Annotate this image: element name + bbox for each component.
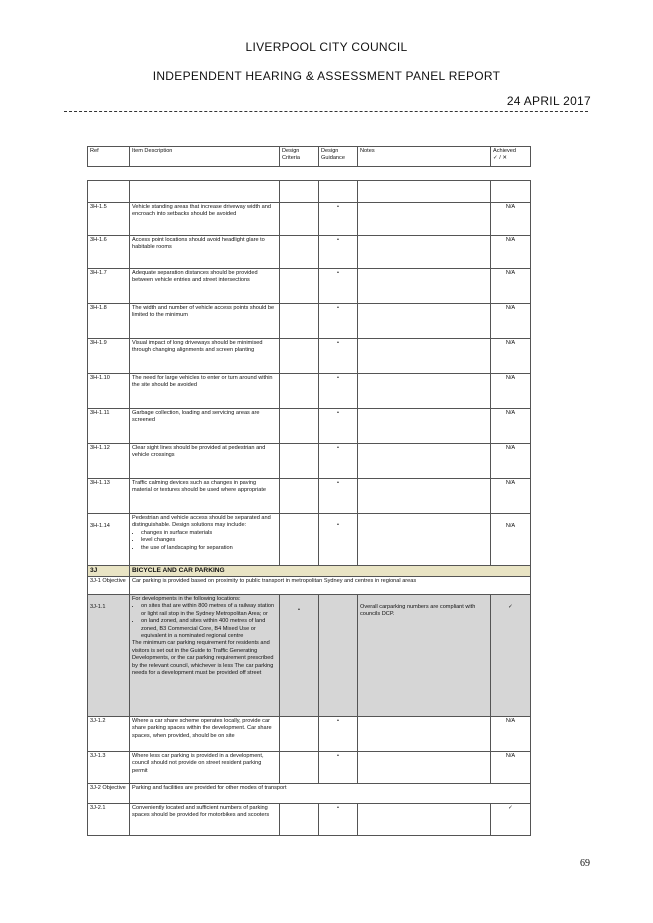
row-achieved: N/A <box>491 752 531 784</box>
table-row <box>88 804 531 836</box>
row-description: The need for large vehicles to enter or turn around within the site should be avoided <box>130 374 280 409</box>
row-design-guidance: • <box>319 203 358 236</box>
row-achieved: N/A <box>491 409 531 444</box>
report-title: INDEPENDENT HEARING & ASSESSMENT PANEL REPORT <box>152 69 501 83</box>
row-ref: 3H-1.6 <box>88 236 130 269</box>
row-achieved: N/A <box>491 203 531 236</box>
row-description-intro: For developments in the following locations: <box>132 596 241 602</box>
row-design-guidance: • <box>319 339 358 374</box>
row-description <box>130 595 280 717</box>
council-title: LIVERPOOL CITY COUNCIL <box>245 40 408 54</box>
table-row <box>88 717 531 752</box>
table-row <box>88 374 531 409</box>
table-row <box>88 444 531 479</box>
header-notes: Notes <box>358 147 491 167</box>
row-design-criteria <box>280 374 319 409</box>
achieved-label: Achieved <box>493 148 517 154</box>
row-design-guidance: • <box>319 804 358 836</box>
row-notes <box>358 409 491 444</box>
row-achieved: N/A <box>491 514 531 566</box>
table-row <box>88 514 531 566</box>
list-item: • the use of landscaping for separation <box>141 545 277 552</box>
list-item: • on land zoned, and sites within 400 metres of land zoned, B3 Commercial Core, B4 Mixed Use or equivalent in a nominated regional centre <box>141 618 277 640</box>
row-achieved: N/A <box>491 304 531 339</box>
row-design-criteria <box>280 752 319 784</box>
header-achieved <box>491 147 531 167</box>
section-row <box>88 566 531 577</box>
row-achieved: N/A <box>491 339 531 374</box>
objective-ref: 3J-2 Objective <box>88 784 130 804</box>
row-description: Where a car share scheme operates locally, provide car share parking spaces within the development. Car share spaces, when provided, should be on site <box>130 717 280 752</box>
table-row <box>88 479 531 514</box>
row-design-guidance: • <box>319 717 358 752</box>
page-number: 69 <box>580 858 590 869</box>
row-notes <box>358 514 491 566</box>
section-ref: 3J <box>88 566 130 577</box>
table-row <box>88 595 531 717</box>
row-notes <box>358 479 491 514</box>
row-description-body: The minimum car parking requirement for residents and visitors is set out in the Guide to Traffic Generating Developments, or the car parking requirement prescribed by the relevant council, whichever is less The car parking needs for a development must be provided off street <box>132 640 274 677</box>
row-notes <box>358 304 491 339</box>
list-item: • level changes <box>141 537 277 544</box>
row-design-criteria <box>280 339 319 374</box>
row-description-intro: Pedestrian and vehicle access should be separated and distinguishable. Design solutions may include: <box>132 515 271 529</box>
row-ref: 3H-1.13 <box>88 479 130 514</box>
row-ref: 3H-1.7 <box>88 269 130 304</box>
row-design-criteria <box>280 717 319 752</box>
table-header-row <box>88 147 531 167</box>
row-notes <box>358 203 491 236</box>
row-description <box>130 514 280 566</box>
objective-row <box>88 784 531 804</box>
row-description: Garbage collection, loading and servicing areas are screened <box>130 409 280 444</box>
row-design-criteria <box>280 514 319 566</box>
row-design-guidance: • <box>319 444 358 479</box>
table-row <box>88 339 531 374</box>
row-design-criteria <box>280 203 319 236</box>
row-ref: 3H-1.11 <box>88 409 130 444</box>
table-spacer-row <box>88 167 531 181</box>
row-design-criteria <box>280 236 319 269</box>
header-ref: Ref <box>88 147 130 167</box>
objective-text: Car parking is provided based on proximity to public transport in metropolitan Sydney and centres in regional areas <box>130 577 531 595</box>
row-description: Conveniently located and sufficient numbers of parking spaces should be provided for motorbikes and scooters <box>130 804 280 836</box>
objective-row <box>88 577 531 595</box>
row-design-criteria <box>280 269 319 304</box>
row-description: Adequate separation distances should be provided between vehicle entries and street intersections <box>130 269 280 304</box>
row-design-guidance: • <box>319 514 358 566</box>
row-achieved: N/A <box>491 444 531 479</box>
table-row <box>88 409 531 444</box>
row-ref: 3H-1.10 <box>88 374 130 409</box>
list-item: • changes in surface materials <box>141 530 277 537</box>
row-achieved: N/A <box>491 479 531 514</box>
table-row <box>88 304 531 339</box>
header-divider <box>64 111 588 112</box>
table-blank-row <box>88 181 531 203</box>
row-achieved: ✓ <box>491 804 531 836</box>
row-design-guidance: • <box>319 304 358 339</box>
row-description: Visual impact of long driveways should be minimised through changing alignments and screen planting <box>130 339 280 374</box>
row-design-guidance: • <box>319 752 358 784</box>
compliance-table <box>87 146 531 836</box>
row-description: Vehicle standing areas that increase driveway width and encroach into setbacks should be avoided <box>130 203 280 236</box>
row-achieved: N/A <box>491 374 531 409</box>
objective-ref: 3J-1 Objective <box>88 577 130 595</box>
row-ref: 3H-1.12 <box>88 444 130 479</box>
row-design-guidance: • <box>319 269 358 304</box>
row-design-guidance: • <box>319 236 358 269</box>
row-notes <box>358 374 491 409</box>
row-description: The width and number of vehicle access points should be limited to the minimum <box>130 304 280 339</box>
header-design-criteria: Design Criteria <box>280 147 319 167</box>
row-notes <box>358 717 491 752</box>
row-design-guidance: • <box>319 479 358 514</box>
row-design-guidance: • <box>319 409 358 444</box>
table-row <box>88 752 531 784</box>
row-ref: 3H-1.5 <box>88 203 130 236</box>
row-notes <box>358 339 491 374</box>
row-ref: 3H-1.8 <box>88 304 130 339</box>
row-design-criteria <box>280 804 319 836</box>
row-ref: 3H-1.9 <box>88 339 130 374</box>
table-row <box>88 236 531 269</box>
row-description: Where less car parking is provided in a development, council should not provide on street resident parking permit <box>130 752 280 784</box>
row-notes <box>358 804 491 836</box>
row-design-criteria <box>280 444 319 479</box>
row-description: Traffic calming devices such as changes in paving material or textures should be used where appropriate <box>130 479 280 514</box>
row-design-criteria: • <box>280 595 319 717</box>
row-design-criteria <box>280 409 319 444</box>
row-notes <box>358 269 491 304</box>
row-design-criteria <box>280 479 319 514</box>
row-ref: 3J-2.1 <box>88 804 130 836</box>
list-item: • on sites that are within 800 metres of a railway station or light rail stop in the Sydney Metropolitan Area; or <box>141 603 277 618</box>
row-notes <box>358 444 491 479</box>
achieved-symbols: ✓ / ✕ <box>493 155 508 162</box>
row-description: Clear sight lines should be provided at pedestrian and vehicle crossings <box>130 444 280 479</box>
row-notes: Overall carparking numbers are compliant with councils DCP. <box>358 595 491 717</box>
objective-text: Parking and facilities are provided for other modes of transport <box>130 784 531 804</box>
table-row <box>88 203 531 236</box>
row-design-guidance <box>319 595 358 717</box>
section-title: BICYCLE AND CAR PARKING <box>130 566 531 577</box>
row-design-guidance: • <box>319 374 358 409</box>
row-ref: 3J-1.3 <box>88 752 130 784</box>
row-description: Access point locations should avoid headlight glare to habitable rooms <box>130 236 280 269</box>
header-design-guidance: Design Guidance <box>319 147 358 167</box>
row-ref: 3J-1.2 <box>88 717 130 752</box>
row-ref: 3J-1.1 <box>88 595 130 717</box>
report-date: 24 APRIL 2017 <box>506 94 591 108</box>
row-achieved: N/A <box>491 717 531 752</box>
row-ref: 3H-1.14 <box>88 514 130 566</box>
row-description-bullets <box>132 603 277 640</box>
row-description-bullets <box>132 530 277 552</box>
row-notes <box>358 752 491 784</box>
row-achieved: N/A <box>491 236 531 269</box>
table-row <box>88 269 531 304</box>
header-item-description: Item Description <box>130 147 280 167</box>
row-design-criteria <box>280 304 319 339</box>
row-notes <box>358 236 491 269</box>
row-achieved: ✓ <box>491 595 531 717</box>
row-achieved: N/A <box>491 269 531 304</box>
